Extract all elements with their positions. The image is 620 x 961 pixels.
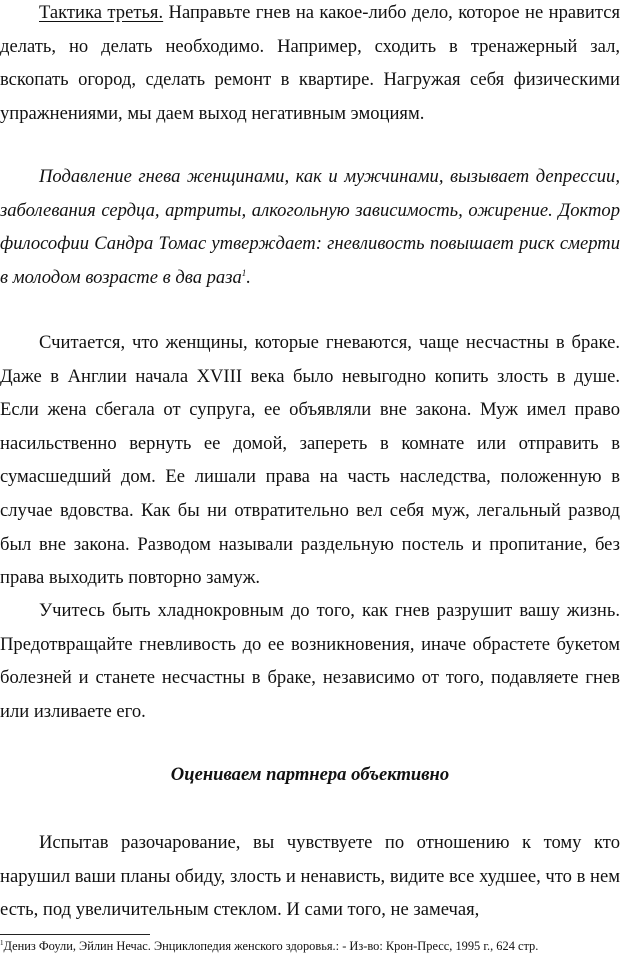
suppression-tail: . <box>246 266 251 288</box>
paragraph-suppression <box>0 160 620 294</box>
paragraph-composure <box>0 594 620 728</box>
composure-text: Учитесь быть хладнокровным до того, как гнев разрушит вашу жизнь. Предотвращайте гневливость до ее возникновения, иначе обрастете букетом болезней и станете несчастны в браке, независимо от того, подавляете гнев или изливаете его. <box>0 600 620 722</box>
footnote <box>0 938 620 954</box>
footnote-number: 1 <box>0 938 4 947</box>
disappointment-text: Испытав разочарование, вы чувствуете по отношению к тому кто нарушил ваши планы обиду, злость и ненависть, видите все худшее, что в нем есть, под увеличительным стеклом. И сами того, не замечая, <box>0 832 620 921</box>
footnote-text: Дениз Фоули, Эйлин Нечас. Энциклопедия женского здоровья.: - Из-во: Крон-Пресс, 1995 г., 624 стр. <box>3 939 539 953</box>
footnote-divider <box>0 934 150 935</box>
suppression-text: Подавление гнева женщинами, как и мужчинами, вызывает депрессии, заболевания сердца, артриты, алкогольную зависимость, ожирение. Доктор философии Сандра Томас утверждает: гневливость повышает риск смерти в молодом возрасте в два раза <box>0 166 620 288</box>
marriage-text: Считается, что женщины, которые гневаются, чаще несчастны в браке. Даже в Англии начала XVIII века было невыгодно копить злость в душе. Если жена сбегала от супруга, ее объявляли вне закона. Муж имел право насильственно вернуть ее домой, запереть в комнате или отправить в сумасшедший дом. Ее лишали права на часть наследства, положенную в случае вдовства. Как бы ни отвратительно вел себя муж, легальный развод был вне закона. Разводом называли раздельную постель и пропитание, без права выходить повторно замуж. <box>0 332 620 589</box>
paragraph-tactic-three <box>0 0 620 130</box>
paragraph-disappointment <box>0 826 620 927</box>
section-heading: Оцениваем партнера объективно <box>170 764 450 785</box>
paragraph-marriage <box>0 326 620 595</box>
footnote-reference: 1 <box>241 267 247 278</box>
tactic-three-text: Направьте гнев на какое-либо дело, которое не нравится делать, но делать необходимо. Например, сходить в тренажерный зал, вскопать огород, сделать ремонт в квартире. Нагружая себя физическими упражнениями, мы даем выход негативным эмоциям. <box>0 2 620 124</box>
tactic-three-lead: Тактика третья. <box>39 2 164 23</box>
